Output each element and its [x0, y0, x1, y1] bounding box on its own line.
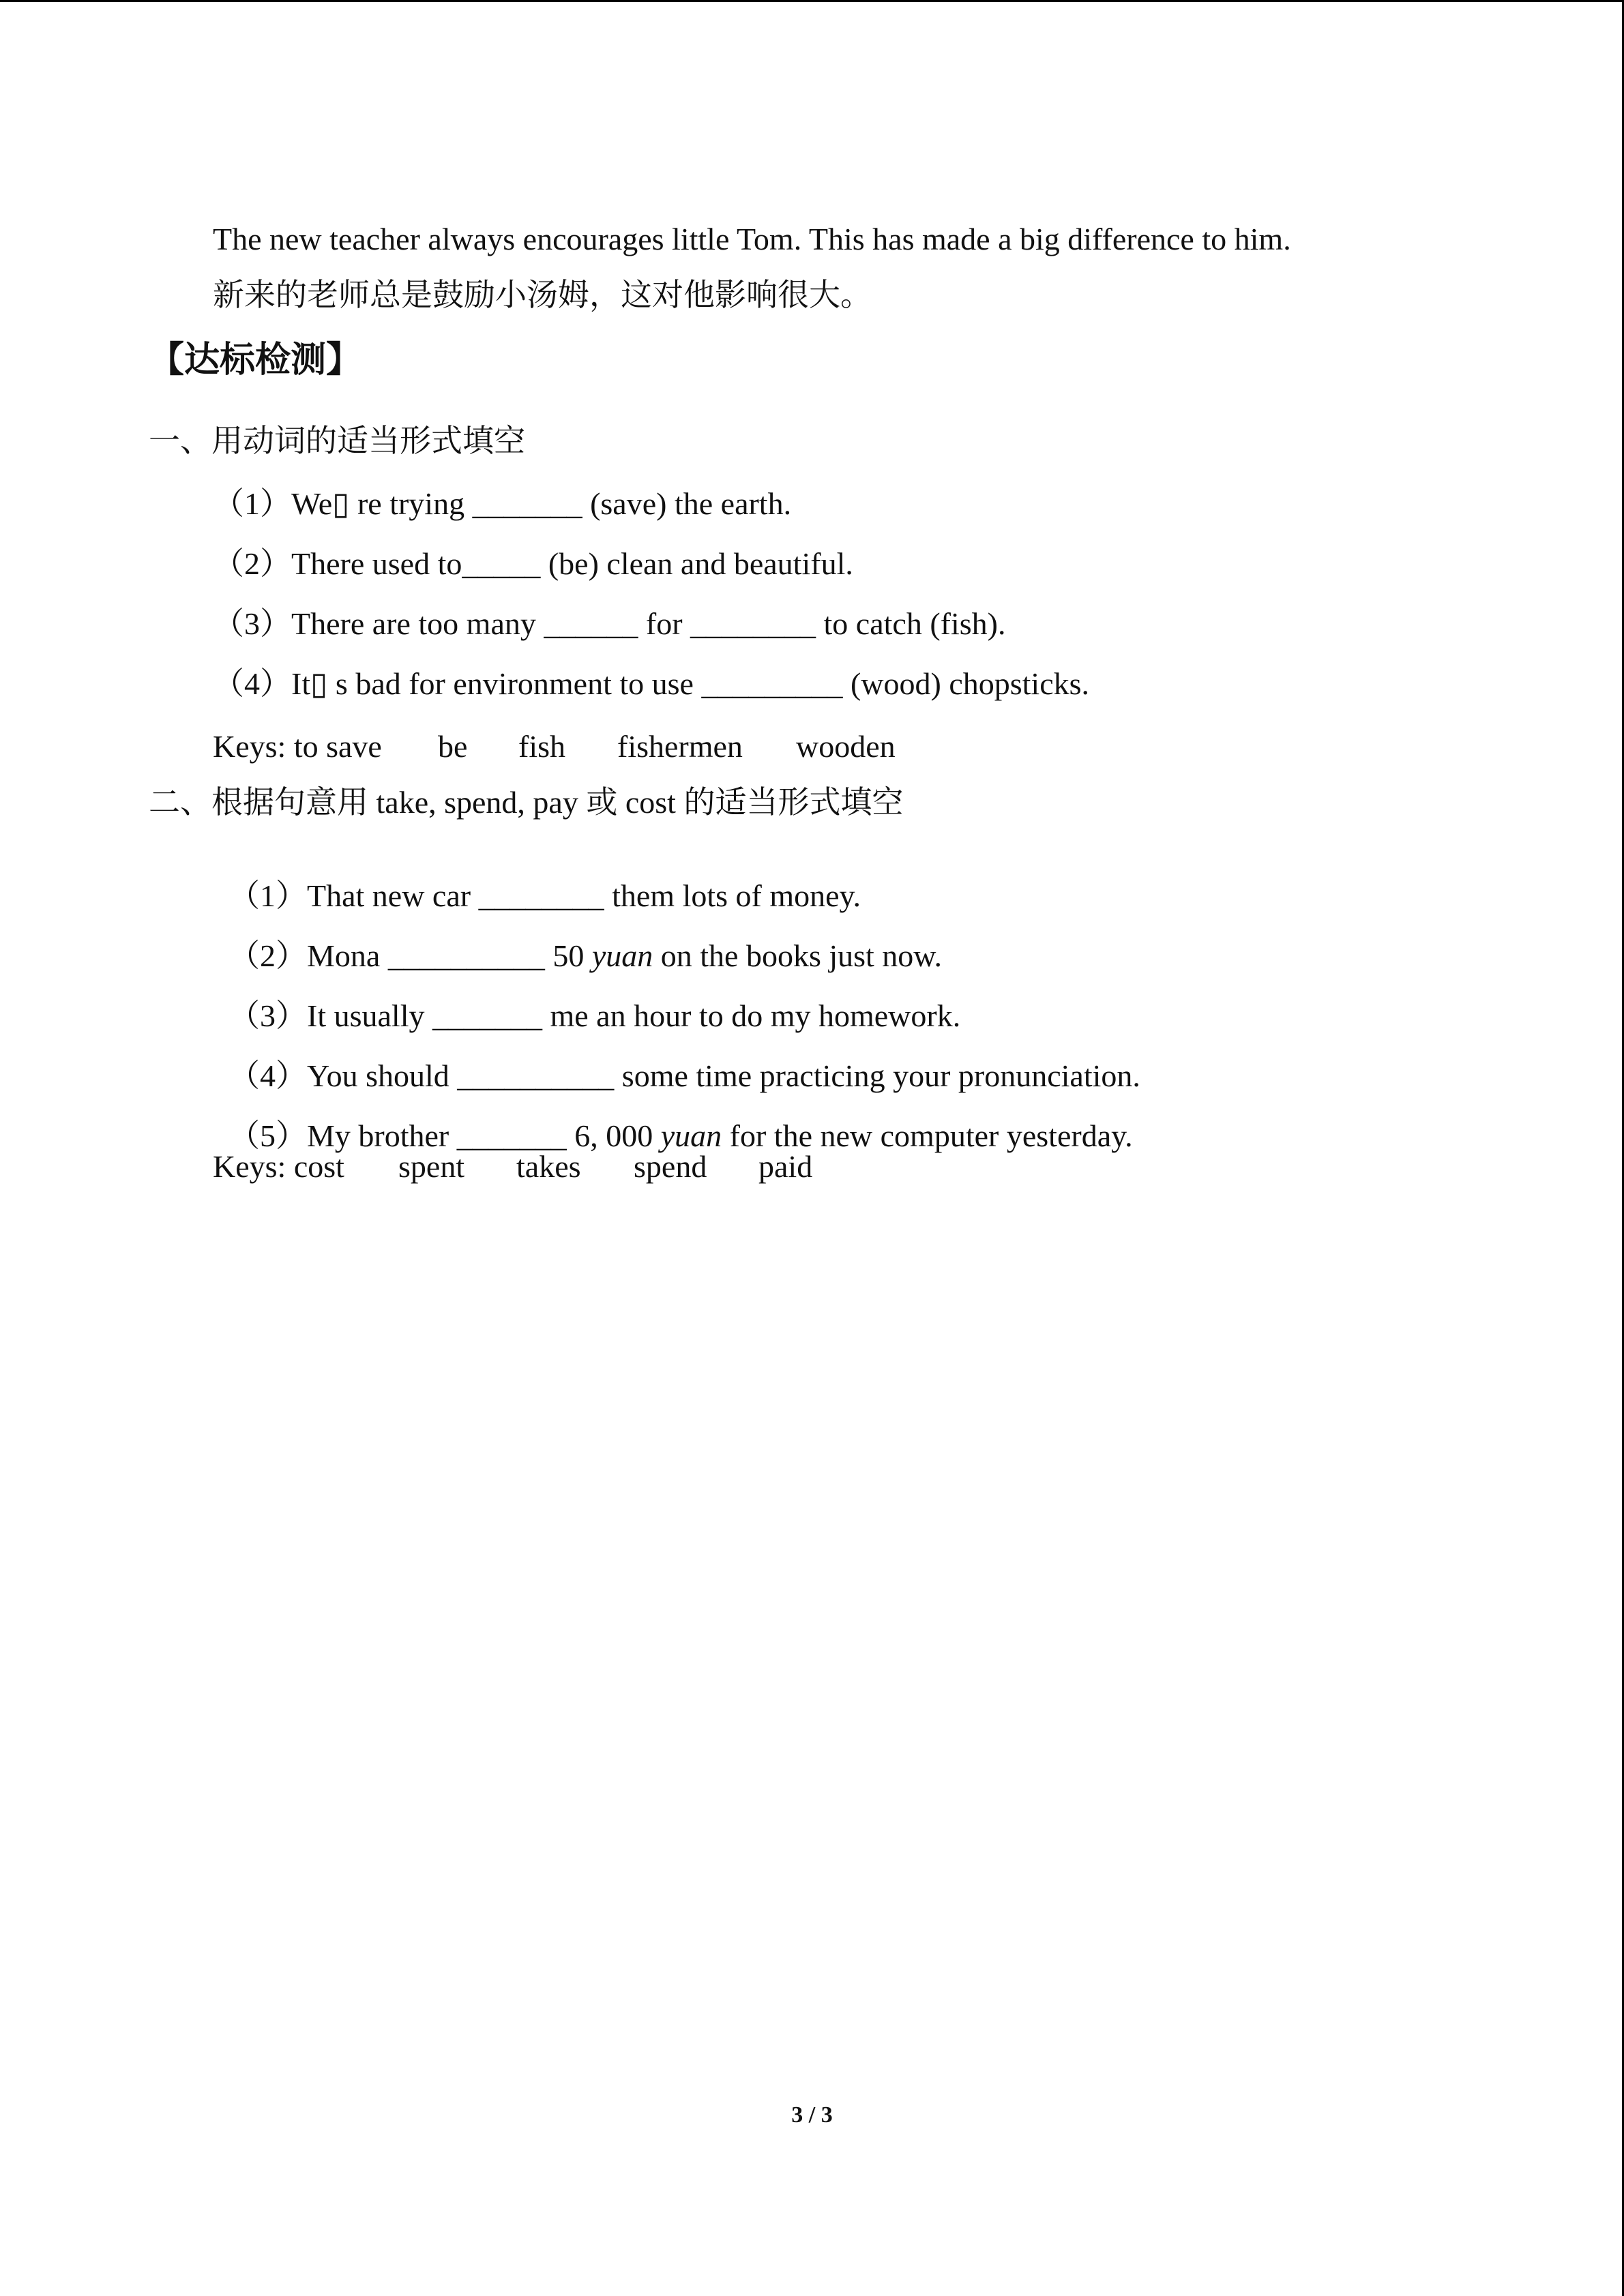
part1-key: fishermen [617, 729, 743, 764]
part1-item-2: （2）There used to_____ (be) clean and beautiful. [213, 546, 853, 581]
part2-key: spent [398, 1149, 465, 1184]
part2-item-1: （1）That new car ________ them lots of money. [228, 878, 861, 913]
part2-item-2: （2）Mona __________ 50 yuan on the books just now. [228, 938, 943, 973]
intro-chinese: 新来的老师总是鼓励小汤姆，这对他影响很大。 [213, 278, 872, 312]
part1-key: be [438, 729, 468, 764]
part1-keys-label: Keys: to save [213, 729, 382, 764]
part2-keys [213, 1151, 895, 1185]
part2-item-3: （3）It usually _______ me an hour to do my homework. [228, 998, 961, 1033]
part2-keys-label: Keys: cost [213, 1149, 344, 1184]
part2-key: paid [758, 1149, 813, 1184]
part1-key: fish [518, 729, 565, 764]
part2-key: spend [634, 1149, 707, 1184]
part1-item-4: （4）It▯ s bad for environment to use _________ (wood) chopsticks. [213, 666, 1090, 701]
part1-title: 一、用动词的适当形式填空 [149, 423, 525, 458]
part2-key: takes [516, 1149, 581, 1184]
page-number: 3 / 3 [791, 2102, 833, 2128]
part2-item-4: （4）You should __________ some time practicing your pronunciation. [228, 1058, 1140, 1093]
part1-key: wooden [796, 729, 896, 764]
section-heading: 【达标检测】 [149, 340, 362, 381]
part1-item-1: （1）We▯ re trying _______ (save) the earth. [213, 486, 792, 521]
part2-title: 二、根据句意用 take, spend, pay 或 cost 的适当形式填空 [149, 785, 904, 820]
part1-keys [213, 731, 1031, 765]
part2-item-5: （5）My brother _______ 6, 000 yuan for the new computer yesterday. [228, 1118, 1133, 1153]
page-top-border [0, 0, 1624, 2]
intro-english: The new teacher always encourages little Tom. This has made a big difference to him. [213, 222, 1291, 256]
part1-item-3: （3）There are too many ______ for ________ to catch (fish). [213, 606, 1006, 641]
